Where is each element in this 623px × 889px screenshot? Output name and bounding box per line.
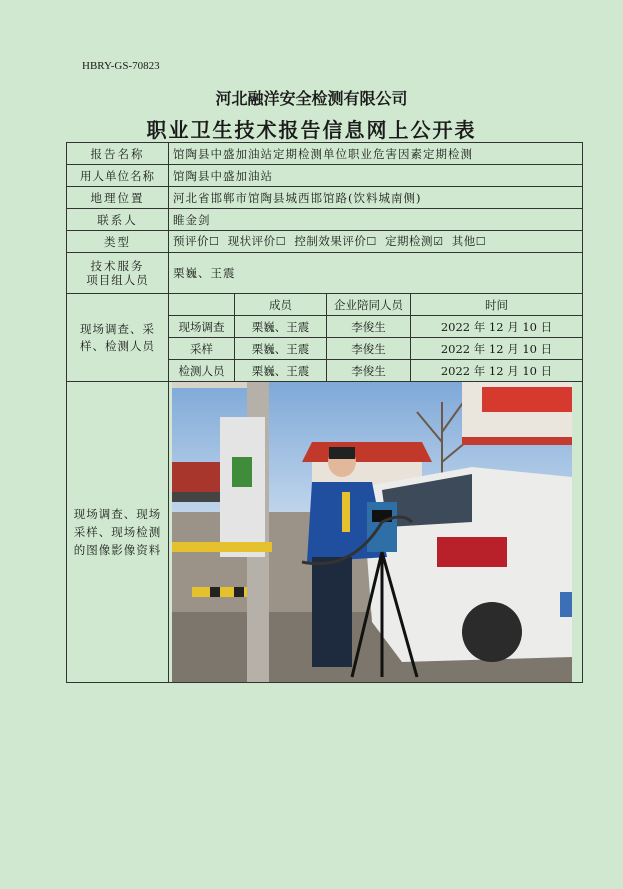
row-location	[67, 187, 583, 209]
info-table	[66, 142, 583, 683]
survey-item-date: 2022 年 12 月 10 日	[411, 360, 583, 382]
survey-label: 现场调查、采样、检测人员	[67, 294, 169, 382]
survey-header-escort: 企业陪同人员	[327, 294, 411, 316]
survey-header-members: 成员	[235, 294, 327, 316]
location-value: 河北省邯郸市馆陶县城西邯馆路(饮料城南侧)	[169, 187, 583, 209]
survey-item-name: 采样	[169, 338, 235, 360]
survey-item-name: 现场调查	[169, 316, 235, 338]
checkbox-icon: ☐	[475, 235, 487, 248]
type-option-status-eval: 现状评价☐	[227, 234, 287, 248]
site-photo	[172, 382, 572, 682]
site-photo-illustration	[172, 382, 572, 682]
photo-label: 现场调查、现场采样、现场检测的图像影像资料	[67, 382, 169, 683]
survey-item-members: 栗巍、王震	[235, 360, 327, 382]
report-name-label: 报告名称	[67, 143, 169, 165]
type-option-control-eval: 控制效果评价☐	[294, 234, 377, 248]
survey-item-escort: 李俊生	[327, 338, 411, 360]
survey-item-members: 栗巍、王震	[235, 338, 327, 360]
location-label: 地理位置	[67, 187, 169, 209]
row-employer	[67, 165, 583, 187]
survey-item-escort: 李俊生	[327, 316, 411, 338]
team-value: 栗巍、王震	[169, 253, 583, 294]
type-options	[169, 231, 583, 253]
type-option-periodic: 定期检测☑	[385, 234, 444, 248]
checked-checkbox-icon: ☑	[433, 235, 444, 248]
employer-label: 用人单位名称	[67, 165, 169, 187]
checkbox-icon: ☐	[366, 235, 377, 248]
type-label: 类型	[67, 231, 169, 253]
employer-value: 馆陶县中盛加油站	[169, 165, 583, 187]
row-type	[67, 231, 583, 253]
document-code: HBRY-GS-70823	[82, 60, 160, 72]
contact-label: 联系人	[67, 209, 169, 231]
row-contact	[67, 209, 583, 231]
survey-header-row	[67, 294, 583, 316]
page-title: 职业卫生技术报告信息网上公开表	[146, 118, 477, 142]
report-name-value: 馆陶县中盛加油站定期检测单位职业危害因素定期检测	[169, 143, 583, 165]
survey-item-name: 检测人员	[169, 360, 235, 382]
survey-header-blank	[169, 294, 235, 316]
type-option-pre-eval: 预评价☐	[173, 234, 220, 248]
survey-header-date: 时间	[411, 294, 583, 316]
row-photo	[67, 382, 583, 683]
survey-item-date: 2022 年 12 月 10 日	[411, 338, 583, 360]
checkbox-icon: ☐	[209, 235, 220, 248]
row-team	[67, 253, 583, 294]
survey-item-members: 栗巍、王震	[235, 316, 327, 338]
survey-item-date: 2022 年 12 月 10 日	[411, 316, 583, 338]
company-name: 河北融洋安全检测有限公司	[215, 89, 408, 108]
type-option-other: 其他☐	[451, 234, 487, 248]
team-label: 技术服务 项目组人员	[67, 253, 169, 294]
contact-value: 睢金剑	[169, 209, 583, 231]
row-report-name	[67, 143, 583, 165]
checkbox-icon: ☐	[275, 235, 287, 248]
photo-cell	[169, 382, 583, 683]
survey-item-escort: 李俊生	[327, 360, 411, 382]
